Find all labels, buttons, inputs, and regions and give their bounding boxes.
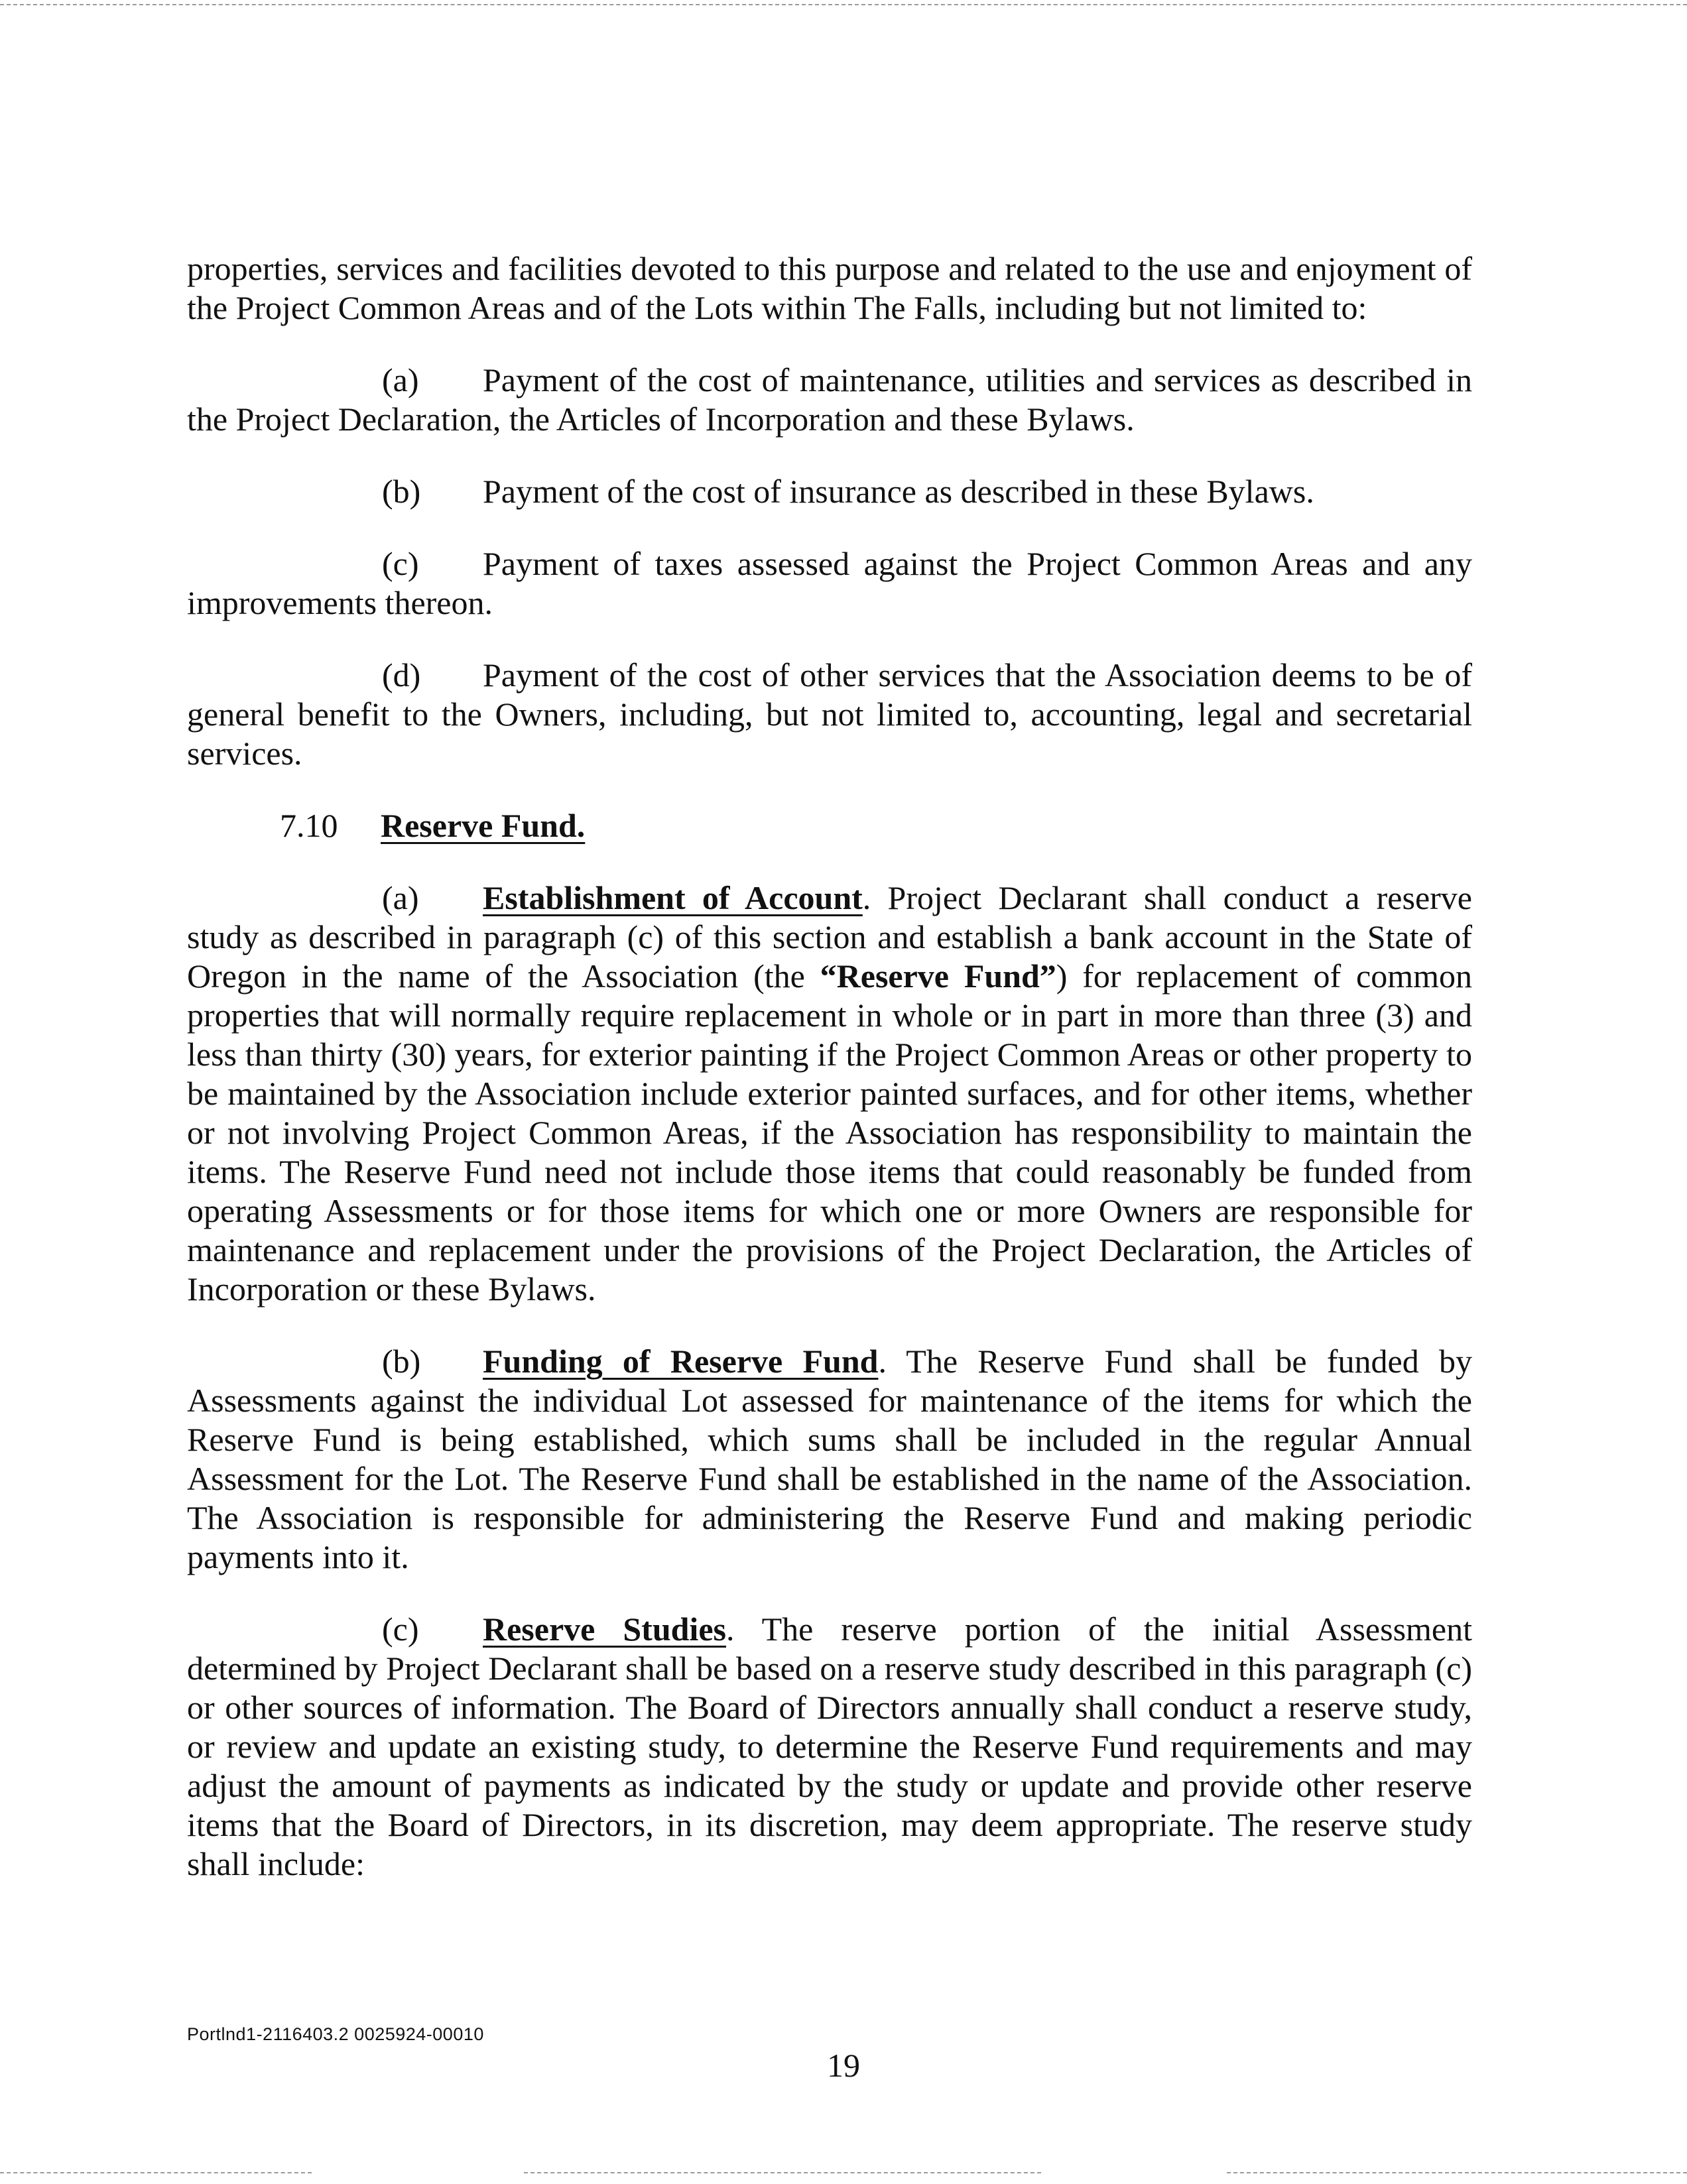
intro-paragraph: properties, services and facilities devoted to this purpose and related to the use and enjoyment of the Project Common Areas and of the Lots within The Falls, including but not limited to:	[187, 250, 1472, 326]
list-item-label: (c)	[382, 545, 419, 582]
scan-edge-bottom-center	[524, 2172, 1041, 2173]
paragraph-heading: Establishment of Account	[483, 879, 863, 916]
list-item-label: (a)	[382, 361, 419, 398]
paragraph-label: (a)	[382, 879, 419, 916]
list-item-a	[187, 361, 1472, 439]
scan-edge-bottom-left	[0, 2172, 312, 2173]
paragraph-text: . Project Declarant shall conduct a reserve study as described in paragraph (c) of this section and establish a bank account in the State of Oregon in the name of the Association (the	[187, 879, 1472, 995]
reserve-paragraph-b	[187, 1342, 1472, 1577]
paragraph-label: (c)	[382, 1610, 419, 1648]
defined-term: “Reserve Fund”	[820, 957, 1056, 995]
reserve-paragraph-a	[187, 879, 1472, 1309]
paragraph-heading: Reserve Studies	[483, 1610, 726, 1648]
document-body	[187, 249, 1472, 1917]
scan-edge-top	[0, 4, 1687, 5]
reserve-paragraph-c	[187, 1610, 1472, 1884]
section-heading	[187, 806, 1472, 845]
paragraph-heading: Funding of Reserve Fund	[483, 1343, 879, 1380]
paragraph-text-continued: ) for replacement of common properties that will normally require replacement in whole or in part in more than three (3) and less than thirty (30) years, for exterior painting if the Project Common Areas or other property to be maintained by the Association include exterior painted surfaces, and for other items, whether or not involving Project Common Areas, if the Association has responsibility to maintain the items. The Reserve Fund need not include those items that could reasonably be funded from operating Assessments or for those items for which one or more Owners are responsible for maintenance and replacement under the provisions of the Project Declaration, the Articles of Incorporation or these Bylaws.	[187, 957, 1472, 1307]
list-item-text: Payment of the cost of maintenance, utilities and services as described in the Project Declaration, the Articles of Incorporation and these Bylaws.	[187, 361, 1472, 438]
list-item-text: Payment of the cost of other services that the Association deems to be of general benefit to the Owners, including, but not limited to, accounting, legal and secretarial services.	[187, 656, 1472, 772]
paragraph-text: . The Reserve Fund shall be funded by Assessments against the individual Lot assessed for maintenance of the items for which the Reserve Fund is being established, which sums shall be included in the regular Annual Assessment for the Lot. The Reserve Fund shall be established in the name of the Association. The Association is responsible for administering the Reserve Fund and making periodic payments into it.	[187, 1343, 1472, 1575]
list-item-d	[187, 656, 1472, 773]
list-item-text: Payment of taxes assessed against the Project Common Areas and any improvements thereon.	[187, 545, 1472, 621]
page-number: 19	[827, 2047, 860, 2084]
section-title: Reserve Fund.	[381, 807, 586, 844]
list-item-label: (b)	[382, 473, 421, 510]
section-number: 7.10	[280, 807, 338, 844]
paragraph-label: (b)	[382, 1343, 421, 1380]
paragraph-text: . The reserve portion of the initial Assessment determined by Project Declarant shall be based on a reserve study described in this paragraph (c) or other sources of information. The Board of Directors annually shall conduct a reserve study, or review and update an existing study, to determine the Reserve Fund requirements and may adjust the amount of payments as indicated by the study or update and provide other reserve items that the Board of Directors, in its discretion, may deem appropriate. The reserve study shall include:	[187, 1610, 1472, 1882]
document-reference: Portlnd1-2116403.2 0025924-00010	[187, 2024, 484, 2044]
list-item-c	[187, 544, 1472, 623]
scan-edge-bottom-right	[1227, 2172, 1687, 2173]
list-item-label: (d)	[382, 656, 421, 694]
list-item-b	[187, 472, 1472, 511]
list-item-text: Payment of the cost of insurance as described in these Bylaws.	[483, 473, 1314, 510]
